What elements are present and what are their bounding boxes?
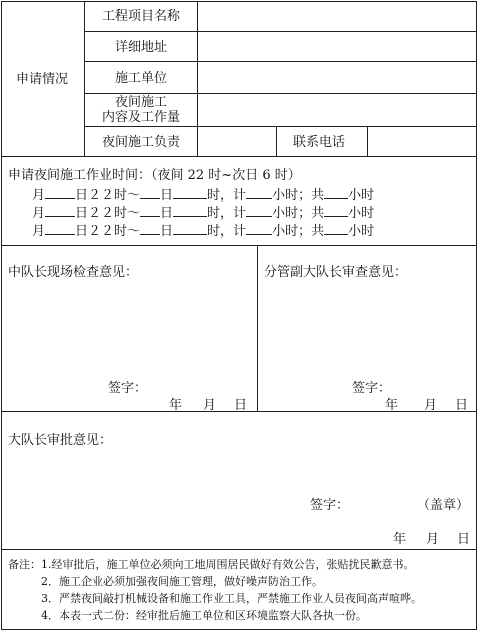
address-label: 详细地址 <box>115 40 168 55</box>
day-to-text: 日 <box>160 206 174 221</box>
section-divider-review <box>2 245 477 246</box>
night-work-label-line1: 夜间施工 <box>115 95 168 110</box>
deputy-opinion-field[interactable] <box>258 282 477 372</box>
hour-blank[interactable] <box>173 222 207 235</box>
project-name-field[interactable] <box>198 2 477 31</box>
hours-count-blank[interactable] <box>246 186 272 199</box>
day-from-blank[interactable] <box>45 222 75 235</box>
hour-text: 时，计 <box>207 224 247 239</box>
contact-phone-label: 联系电话 <box>293 135 346 150</box>
month-text: 月 <box>32 206 46 221</box>
application-section-label: 申请情况 <box>16 72 69 87</box>
hour-text: 时，计 <box>207 188 247 203</box>
hours-count-blank[interactable] <box>246 222 272 235</box>
note-line-3: 3．严禁夜间敲打机械设备和施工作业工具，严禁施工作业人员夜间高声喧哗。 <box>41 592 422 605</box>
day-to-text: 日 <box>160 224 174 239</box>
deputy-date-year: 年 <box>385 398 399 413</box>
time-request-heading: 申请夜间施工作业时间：（夜间 22 时~次日 6 时） <box>8 168 301 183</box>
section-divider-approval <box>2 411 477 412</box>
hour-blank[interactable] <box>173 186 207 199</box>
squad-leader-opinion-field[interactable] <box>2 282 257 372</box>
hours-count-text: 小时；共 <box>272 206 325 221</box>
hours-total-text: 小时 <box>348 224 375 239</box>
deputy-date-day: 日 <box>455 398 469 413</box>
night-work-label-line2: 内容及工作量 <box>102 110 181 125</box>
day-to-blank[interactable] <box>140 222 160 235</box>
hours-total-blank[interactable] <box>324 222 348 235</box>
address-field[interactable] <box>198 32 477 61</box>
approval-date-day: 日 <box>457 532 471 547</box>
hour-blank[interactable] <box>173 204 207 217</box>
brigade-leader-approval-label: 大队长审批意见： <box>8 433 113 448</box>
approval-date-month: 月 <box>426 532 440 547</box>
hours-total-text: 小时 <box>348 188 375 203</box>
night-work-manager-field[interactable] <box>198 127 276 156</box>
squad-leader-date-month: 月 <box>203 398 217 413</box>
day-to-blank[interactable] <box>140 186 160 199</box>
contact-left-divider <box>276 126 277 156</box>
day-to-text: 日 <box>160 188 174 203</box>
brigade-leader-approval-field[interactable] <box>2 450 477 494</box>
day-from-blank[interactable] <box>45 204 75 217</box>
note-line-2: 2．施工企业必须加强夜间施工管理，做好噪声防治工作。 <box>41 575 323 588</box>
day-from-text: 日２２时～ <box>75 206 141 221</box>
deputy-signature-label: 签字： <box>352 381 392 396</box>
day-to-blank[interactable] <box>140 204 160 217</box>
day-from-text: 日２２时～ <box>75 224 141 239</box>
hours-total-text: 小时 <box>348 206 375 221</box>
approval-seal-label: （盖章） <box>417 498 470 513</box>
note-line-4: 4．本表一式二份：经审批后施工单位和区环境监察大队各执一份。 <box>41 609 367 622</box>
night-work-content-field[interactable] <box>198 94 477 126</box>
day-from-blank[interactable] <box>45 186 75 199</box>
section-divider-notes <box>2 549 477 550</box>
hour-text: 时，计 <box>207 206 247 221</box>
construction-unit-field[interactable] <box>198 62 477 93</box>
deputy-opinion-label: 分管副大队长审查意见： <box>264 265 408 280</box>
section-divider <box>84 2 85 156</box>
hours-count-blank[interactable] <box>246 204 272 217</box>
night-construction-application-form <box>1 1 477 630</box>
construction-unit-label: 施工单位 <box>115 71 168 86</box>
squad-leader-date-year: 年 <box>169 398 183 413</box>
deputy-date-month: 月 <box>424 398 438 413</box>
note-line-1: 备注：1.经审批后，施工单位必须向工地周围居民做好有效公告，张贴扰民歉意书。 <box>8 558 415 571</box>
month-text: 月 <box>32 188 46 203</box>
approval-signature-label: 签字： <box>310 498 350 513</box>
squad-leader-signature-label: 签字： <box>108 381 148 396</box>
squad-leader-opinion-label: 中队长现场检查意见： <box>8 265 139 280</box>
time-request-line-2 <box>32 204 374 221</box>
hours-count-text: 小时；共 <box>272 224 325 239</box>
contact-phone-field[interactable] <box>368 127 477 156</box>
night-work-manager-label: 夜间施工负责 <box>102 135 181 150</box>
section-divider-time <box>2 156 477 157</box>
hours-total-blank[interactable] <box>324 186 348 199</box>
month-text: 月 <box>32 224 46 239</box>
day-from-text: 日２２时～ <box>75 188 141 203</box>
hours-total-blank[interactable] <box>324 204 348 217</box>
time-request-line-3 <box>32 222 374 239</box>
approval-date-year: 年 <box>393 532 407 547</box>
time-request-line-1 <box>32 186 374 203</box>
project-name-label: 工程项目名称 <box>102 9 181 24</box>
hours-count-text: 小时；共 <box>272 188 325 203</box>
squad-leader-date-day: 日 <box>234 398 248 413</box>
